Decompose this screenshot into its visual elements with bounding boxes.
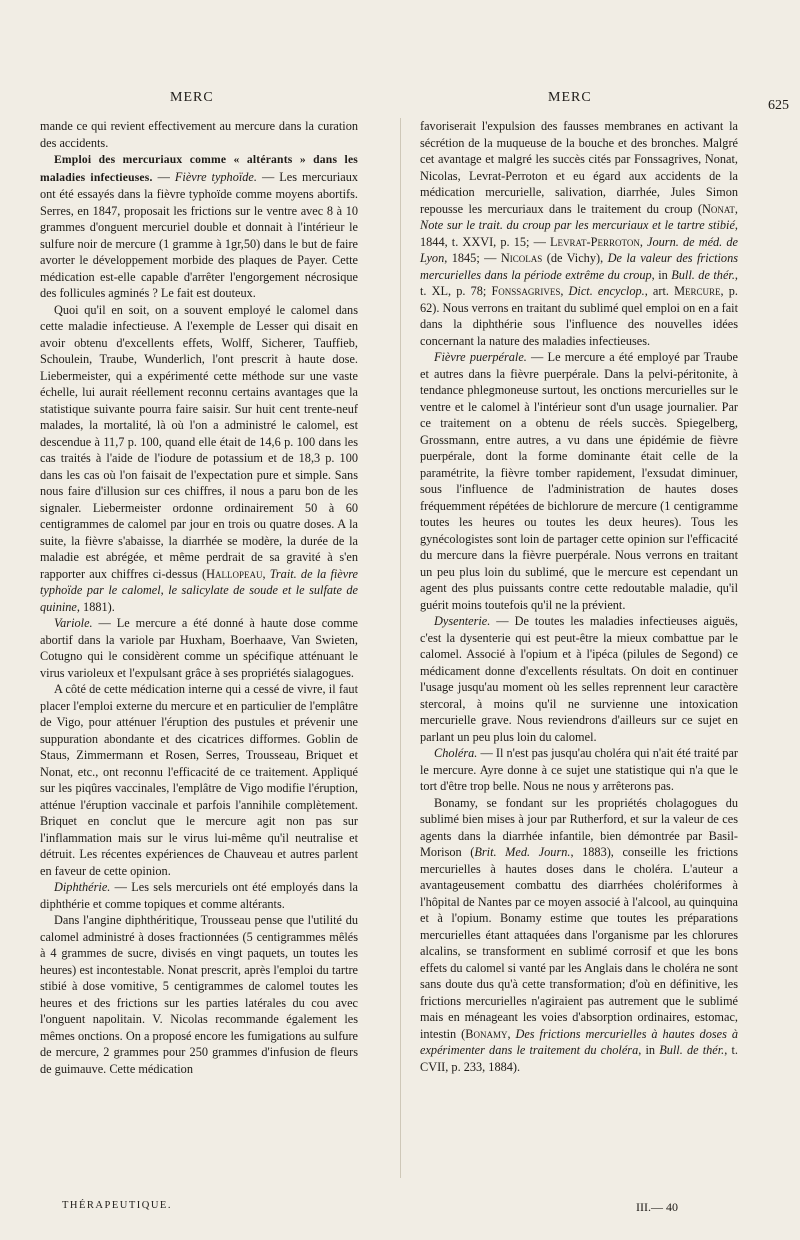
- disease-term: Choléra.: [434, 746, 478, 760]
- disease-term: Diphthérie.: [54, 880, 111, 894]
- paragraph: Bonamy, se fondant sur les propriétés cholagogues du sublimé bien mises à jour par Rutherford, et sur la valeur de ces agents dans la diarrhée infantile, bien démontrée par Basil-Morison (Brit. Med. Journ., 1883), conseille les frictions mercurielles à hautes doses dans le choléra. L'auteur a avantageusement combattu des diarrhées cholériformes à l'hôpital de Nantes par ce moyen associé à l'alcool, au quinquina et à l'opium. Bonamy estime que toutes les préparations mercurielles étant attaquées dans l'organisme par les chlorures alcalins, se transforment en sublimé corrosif et que les bons effets du calomel si vanté par les Anglais dans le choléra ne sont sans doute dus qu'à cette transformation; d'où en définitive, les frictions mercurielles n'agiraient pas autrement que le sublimé mais en ménageant les voies d'absorption ordinaires, estomac, intestin (Bonamy, Des frictions mercurielles à hautes doses à expérimenter dans le traitement du choléra, in Bull. de thér., t. CVII, p. 233, 1884).: [420, 795, 739, 1074]
- paragraph: favoriserait l'expulsion des fausses membranes en activant la sécrétion de la muqueuse de la bouche et des bronches. Malgré cet avantage et malgré les succès cités par Fonssagrives, Nonat, Nicolas, Levrat-Perroton et eu égard aux accidents de la médication mercurielle, salivation, diarrhée, Jules Simon repousse les mercuriaux dans le traitement du croup (Nonat, Note sur le trait. du croup par les mercuriaux et le tartre stibié, 1844, t. XXVI, p. 15; — Levrat-Perroton, Journ. de méd. de Lyon, 1845; — Nicolas (de Vichy), De la valeur des frictions mercurielles dans la période extrême du croup, in Bull. de thér., t. XL, p. 78; Fonssagrives, Dict. encyclop., art. Mercure, p. 62). Nous verrons en traitant du sublimé quel emploi on en a fait dans la diphthérie sous l'influence des nouvelles idées concernant la nature des maladies infectieuses.: [420, 119, 739, 348]
- running-header-left: MERC: [170, 90, 214, 105]
- paragraph: Dans l'angine diphthéritique, Trousseau pense que l'utilité du calomel administré à doses fractionnées (5 centigrammes mêlés à 4 grammes de sucre, divisés en vingt paquets, un toutes les heures) est incontestable. Nonat prescrit, après l'emploi du tartre stibié à dose vomitive, 5 centigrammes de calomel toutes les heures et des frictions sur les parties latérales du cou avec l'onguent napolitain. V. Nicolas recommande également les mêmes onctions. On a proposé encore les fumigations au sulfure de mercure, 2 grammes pour 250 grammes d'infusion de fleurs de guimauve. Cette médication: [40, 913, 358, 1076]
- footer-signature: THÉRAPEUTIQUE.: [62, 1200, 172, 1211]
- paragraph: Quoi qu'il en soit, on a souvent employé le calomel dans cette maladie infectieuse. A l'exemple de Lesser qui disait en avoir obtenu d'excellents effets, Wolff, Sicherer, Tauffieb, Schoulein, Traube, Wunderlich, l'ont prescrit à haute dose. Liebermeister, qui a expérimenté cette méthode sur une vaste échelle, lui aurait réellement reconnu certains avantages que la statistique suivante pourra faire saisir. Sur huit cent trente-neuf malades, la mortalité, là où l'on a administré le calomel, est descendue à 11,7 p. 100, quand elle était de 14,6 p. 100 dans les cas traités à l'aide de l'iodure de potassium et de 18,3 p. 100 dans les cas où l'on faisait de l'expectation pure et simple. Sans nous faire d'illusion sur ces chiffres, il nous a paru bon de les signaler. Liebermeister ordonne ordinairement 50 à 60 centigrammes de calomel par jour en trois ou quatre doses. A la suite, la fièvre s'abaisse, la diarrhée se modère, la durée de la maladie est abrégée, et même perdrait de sa gravité à s'en rapporter aux chiffres ci-dessus (Hallopeau, Trait. de la fièvre typhoïde par le calomel, le salicylate de soude et le sulfate de quinine, 1881).: [40, 302, 358, 614]
- section-diphtherie: Diphthérie. — Les sels mercuriels ont été employés dans la diphthérie et comme topiques et comme altérants.: [40, 880, 358, 911]
- paragraph: A côté de cette médication interne qui a cessé de vivre, il faut placer l'emploi externe du mercure et en particulier de l'emplâtre de Vigo, pour atténuer l'éruption des pustules et prévenir une suppuration abondante et des cicatrices difformes. Goblin de Staus, Zimmermann et Rosen, Serres, Trousseau, Briquet et Nonat, etc., ont reconnu l'efficacité de ce traitement. Appliqué sur les piqûres vaccinales, l'emplâtre de Vigo modifie l'éruption, atténue l'éruption vaccinale et parfois l'annihile complètement. Briquet en conclut que le mercure agit non pas sur l'inflammation mais sur le virus lui-même qu'il neutralise et détruit. Les récentes expériences de Chauveau et autres parlent en faveur de cette opinion.: [40, 682, 358, 878]
- section-typhoid: Emploi des mercuriaux comme « altérants » dans les maladies infectieuses. — Fièvre typhoïde. — Les mercuriaux ont été essayés dans la fièvre typhoïde comme moyens abortifs. Serres, en 1847, proposait les frictions sur le ventre avec 8 à 10 grammes d'onguent mercuriel double et donnait à l'intérieur le sulfure noir de mercure (1 gramme à 1gr,50) dans le but de faire avorter le développement morbide des plaques de Payer. Cette médication est-elle capable d'arrêter l'engorgement nécrosique des follicules agminés ? Le fait est douteux.: [40, 153, 359, 300]
- right-column: [420, 118, 738, 1075]
- section-variole: Variole. — Le mercure a été donné à haute dose comme abortif dans la variole par Huxham, Boerhaave, Van Swieten, Cotugno qui le considèrent comme un spécifique atténuant le virus varioleux et l'expulsant grâce à ses propriétés sialagogues.: [40, 616, 358, 680]
- paragraph: mande ce qui revient effectivement au mercure dans la curation des accidents.: [40, 119, 358, 150]
- page-number: 625: [768, 98, 789, 113]
- left-column: [40, 118, 358, 1077]
- footer-volume: III.— 40: [636, 1200, 678, 1214]
- section-dysenterie: Dysenterie. — De toutes les maladies infectieuses aiguës, c'est la dysenterie qui est peut-être la mieux combattue par le calomel. Associé à l'opium et à l'ipéca (pilules de Segond) ce médicament donne d'excellents résultats. On doit en continuer l'usage jusqu'au moment où les selles reprennent leur caractère stercoral, à moins qu'il ne survienne une intoxication mercurielle grave. Nous reviendrons d'ailleurs sur ce sujet en parlant un peu plus loin du calomel.: [420, 614, 738, 744]
- disease-term: Variole.: [54, 616, 93, 630]
- section-cholera: Choléra. — Il n'est pas jusqu'au choléra qui n'ait été traité par le mercure. Ayre donne à ce sujet une statistique qui n'a que le tort d'être trop belle. Nous ne nous y arrêterons pas.: [420, 746, 738, 793]
- disease-term: Dysenterie.: [434, 614, 491, 628]
- disease-term: Fièvre typhoïde.: [174, 169, 257, 184]
- section-fievre-puerperale: Fièvre puerpérale. — Le mercure a été employé par Traube et autres dans la fièvre puerpérale. Dans la pelvi-péritonite, à tendance phlegmoneuse surtout, les onctions mercurielles sur le ventre et le calomel à l'intérieur sont d'un usage journalier. Par ce traitement on a obtenu de réels succès. Spiegelberg, Grossmann, entre autres, a vu dans une épidémie de fièvre puerpérale, dont la forme dominante était celle de la paramétrite, la fièvre tomber rapidement, l'exsudat diminuer, sous l'influence de l'administration de hautes doses fréquemment répétées de bichlorure de mercure (1 centigramme toutes les heures ou toutes les deux heures). Tous les gynécologistes sont loin de partager cette opinion sur l'efficacité du mercure dans la fièvre puerpérale. Nous verrons en traitant un peu plus loin du sublimé, que le mercure est cependant un agent des plus puissants contre cette redoutable maladie, qu'il guérit moins toutefois qu'il ne la prévient.: [420, 350, 738, 612]
- section-heading: Emploi des mercuriaux comme « altérants » dans les maladies infectieuses.: [40, 153, 358, 184]
- running-header-right: MERC: [548, 90, 592, 105]
- column-divider: [400, 118, 401, 1178]
- disease-term: Fièvre puerpérale.: [434, 350, 527, 364]
